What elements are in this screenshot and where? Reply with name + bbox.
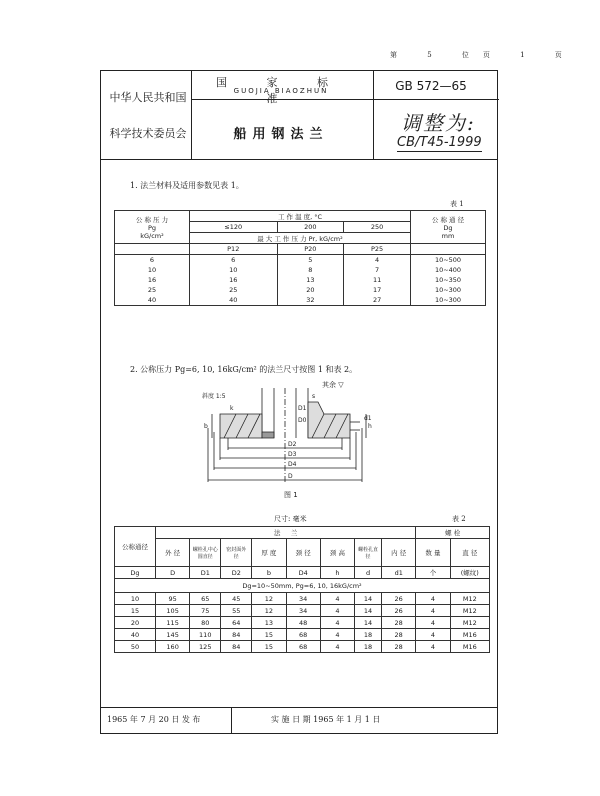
table-1-sym-3: P25 [344, 244, 411, 255]
table-row: 40 40 32 27 10~300 [115, 295, 486, 306]
surface-finish-note: 其余 ▽ [322, 381, 344, 389]
table-2-unit: 尺寸: 毫米 [274, 515, 307, 523]
standard-number: GB 572—65 [395, 79, 467, 93]
flange-drawing [200, 388, 420, 488]
table-1-blank [115, 244, 190, 255]
table-row: 40 145 110 84 15 68 4 18 28 4 M16 [115, 629, 490, 641]
table-row: 16 16 13 11 10~350 [115, 275, 486, 285]
table-1-sym-2: P20 [277, 244, 344, 255]
table-1-header-temp: 工 作 温 度, °C [190, 211, 411, 222]
fig-label-k: k [230, 405, 234, 412]
table-row: 25 25 20 17 10~300 [115, 285, 486, 295]
fig-label-s: s [312, 393, 316, 400]
fig-label-d2: D2 [288, 441, 297, 448]
divider [231, 708, 232, 733]
table-2-range-note: Dg=10~50mm, Pg=6, 10, 16kG/cm² [115, 579, 490, 593]
table-2-header-bolt: 螺 栓 [416, 527, 490, 539]
fig-label-d1: D1 [298, 405, 307, 412]
table-1 [114, 210, 486, 306]
document-title: 船用钢法兰 [233, 127, 329, 142]
table-row: 50 160 125 84 15 68 4 18 28 4 M16 [115, 641, 490, 653]
section-2-text: 2. 公称压力 Pg=6, 10, 16kG/cm² 的法兰尺寸按图 1 和表 2。 [130, 365, 358, 374]
standard-category: 国 家 标 准 [216, 76, 346, 105]
section-1-text: 1. 法兰材料及适用参数见表 1。 [130, 181, 244, 190]
table-1-temp-3: 250 [344, 222, 411, 233]
table-1-work-header: 最 大 工 作 压 力 Pr, kG/cm² [190, 233, 411, 244]
issuer-name: 中华人民共和国 [109, 91, 187, 104]
standard-pinyin: GUOJIA BIAOZHUN [233, 87, 329, 95]
issue-date: 1965 年 7 月 20 日 发 布 [107, 715, 201, 724]
issuer-committee: 科学技术委员会 [109, 127, 187, 140]
page-number: 第 5 位页 1 页 [390, 51, 576, 59]
fig-label-d3: D3 [288, 451, 297, 458]
table-row: 20 115 80 64 13 48 4 14 28 4 M12 [115, 617, 490, 629]
divider [373, 99, 499, 100]
table-row: 6 6 5 4 10~500 [115, 255, 486, 266]
table-1-temp-1: ≤120 [190, 222, 278, 233]
fig-label-slope: 斜度 1:5 [202, 393, 226, 400]
table-2: 公称通径 法 兰 螺 栓 外 径 螺栓孔中心圆直径 密封面外 径 厚 度 颈 径 颈 高 螺栓孔直径 内 径 数 量 直 径 Dg D D1 D2 b D4 h d d1 个 (螺纹) Dg=10~50mm, Pg=6, 10, 16kG/cm² 10 95 65 45 12 34 4 14 26 4 M12 15 105 75 55 12 34 4 14 26 4 M12 20 115 80 64 13 48 4 14 28 4 M12 40 145 110 84 15 68 4 18 28 4 M16 50 160 125 84 15 68 4 18 28 4 M16 [114, 526, 490, 653]
fig-label-d1-hole: d1 [364, 415, 372, 422]
table-1-label: 表 1 [450, 200, 464, 208]
fig-label-d4: D4 [288, 461, 297, 468]
fig-label-d: D [288, 473, 293, 480]
table-1-temp-2: 200 [277, 222, 344, 233]
table-1-header-pressure: 公 称 压 力 Pg kG/cm² [115, 211, 190, 244]
standard-header [100, 70, 498, 160]
table-1-sym-1: P12 [190, 244, 278, 255]
document-footer [100, 708, 498, 734]
fig-label-h: h [368, 423, 372, 430]
divider [191, 71, 192, 159]
table-2-label: 表 2 [452, 515, 466, 523]
table-1-header-diameter: 公 称 通 径 Dg mm [411, 211, 486, 244]
table-row: 15 105 75 55 12 34 4 14 26 4 M12 [115, 605, 490, 617]
handwritten-replacement-number: CB/T45-1999 [397, 135, 482, 150]
table-row: 10 95 65 45 12 34 4 14 26 4 M12 [115, 593, 490, 605]
handwritten-note: 调整为: [401, 111, 476, 135]
figure-1-caption: 图 1 [284, 491, 298, 499]
fig-label-b: b [204, 423, 208, 430]
table-2-header-dg: 公称通径 [115, 527, 156, 567]
fig-label-d0: D0 [298, 417, 307, 424]
effective-date: 实 施 日 期 1965 年 1 月 1 日 [271, 715, 381, 724]
table-1-blank [411, 244, 486, 255]
table-row: 10 10 8 7 10~400 [115, 265, 486, 275]
table-2-header-flange: 法 兰 [156, 527, 416, 539]
